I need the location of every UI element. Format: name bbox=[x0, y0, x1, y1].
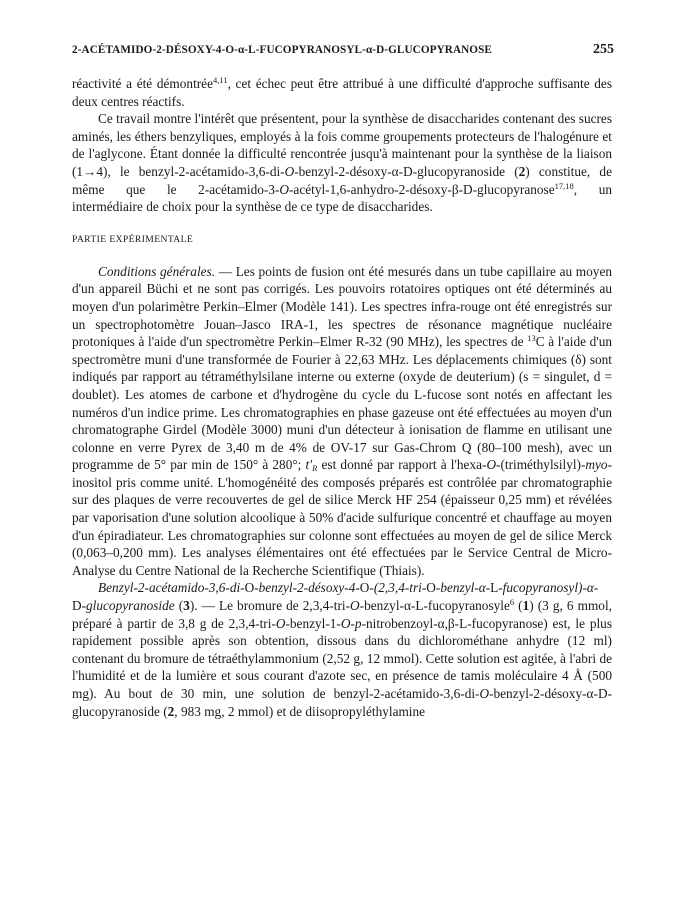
article-body bbox=[72, 75, 612, 720]
paragraph-general-conditions: Conditions générales. — Les points de fusion ont été mesurés dans un tube capillaire au moyen d'un appareil Büchi et ne sont pas corrigés. Les pouvoirs rotatoires optiques ont été déterminés au moyen d'un polarimètre Perkin–Elmer (Modèle 141). Les spectres infra-rouge ont été enregistrés sur un spectrophotomètre Jouan–Jasco IRA-1, les spectres de résonance magnétique nucléaire protoniques à l'aide d'un spectromètre Perkin–Elmer R-32 (90 MHz), les spectres de $^{13}$C à l'aide d'un spectromètre muni d'une transformée de Fourier à 22,63 MHz. Les déplacements chimiques (δ) sont indiqués par rapport au tétraméthylsilane interne ou externe (oxyde de deuterium) (s = singulet, d = doublet). Les atomes de carbone et d'hydrogène du cycle du L-fucose sont notés en affectant les numéros d'un indice prime. Les chromatographies en phase gazeuse ont été effectuées au moyen d'un chromatographe Girdel (Modèle 3000) muni d'un détecteur à ionisation de flamme en utilisant une colonne en verre Pyrex de 3,40 m de 4% de OV-17 sur Gas-Chrom Q (80–100 mesh), avec un programme de 5° par min de 150° à 280°; $t'_R$ est donné par rapport à l'hexa-O-(triméthylsilyl)-myo-inositol pris comme unité. L'homogénéité des composés préparés est contrôlée par chromatographie sur des plaques de verre recouvertes de gel de silice Merck HF 254 (épaisseur 0,25 mm) et révélées par vaporisation d'une solution alcoolique à 50% d'acide sulfurique concentré et chauffage au moyen d'un épiradiateur. Les chromatographies sur colonne sont effectuées au moyen de gel de silice Merck (0,063–0,200 mm). Les analyses élémentaires ont été effectuées par le Service Central de Micro-Analyse du Centre National de la Recherche Scientifique (Thiais). bbox=[72, 263, 613, 578]
paragraph-compound-3: Benzyl-2-acétamido-3,6-di-O-benzyl-2-désoxy-4-O-(2,3,4-tri-O-benzyl-α-L-fucopyranosyl)-α-D-glucopyranoside (3). — Le bromure de 2,3,4-tri-O-benzyl-α-L-fucopyranosyle$^6$ (1) (3 g, 6 mmol, préparé à partir de 3,8 g de 2,3,4-tri-O-benzyl-1-O-p-nitrobenzoyl-α,β-L-fucopyranose) est, le plus rapidement possible après son obtention, dissous dans du dichlorométhane anhydre (12 ml) contenant du bromure de tétraéthylammonium (2,52 g, 12 mmol). Cette solution est agitée, à l'abri de l'humidité et de la lumière et sous courant d'azote sec, en présence de tamis moléculaire 4 Å (500 mg). Au bout de 30 min, une solution de benzyl-2-acétamido-3,6-di-O-benzyl-2-désoxy-α-D-glucopyranoside (2, 983 mg, 2 mmol) et de diisopropyléthylamine bbox=[72, 580, 612, 719]
paragraph-conclusion: Ce travail montre l'intérêt que présentent, pour la synthèse de disaccharides contenant des sucres aminés, les éthers benzyliques, employés à la fois comme groupements protecteurs de l'halogénure et de l'aglycone. Étant donnée la difficulté rencontrée jusqu'à maintenant pour la synthèse de la liaison (1→4), le benzyl-2-acétamido-3,6-di-O-benzyl-2-désoxy-α-D-glucopyranoside (2) constitue, de même que le 2-acétamido-3-O-acétyl-1,6-anhydro-2-désoxy-β-D-glucopyranose$^{17,18}$, un intermédiaire de choix pour la synthèse de ce type de disaccharides. bbox=[72, 111, 612, 215]
section-heading: PARTIE EXPÉRIMENTALE bbox=[72, 233, 194, 245]
running-head bbox=[72, 42, 614, 62]
paragraph-continuation: réactivité a été démontrée$^{4,11}$, cet échec peut être attribué à une difficulté d'approche suffisante des deux centres réactifs. bbox=[72, 75, 612, 109]
page-number: 255 bbox=[593, 42, 614, 57]
running-title: 2-ACÉTAMIDO-2-DÉSOXY-4-O-α-L-FUCOPYRANOSYL-α-D-GLUCOPYRANOSE bbox=[72, 44, 492, 56]
